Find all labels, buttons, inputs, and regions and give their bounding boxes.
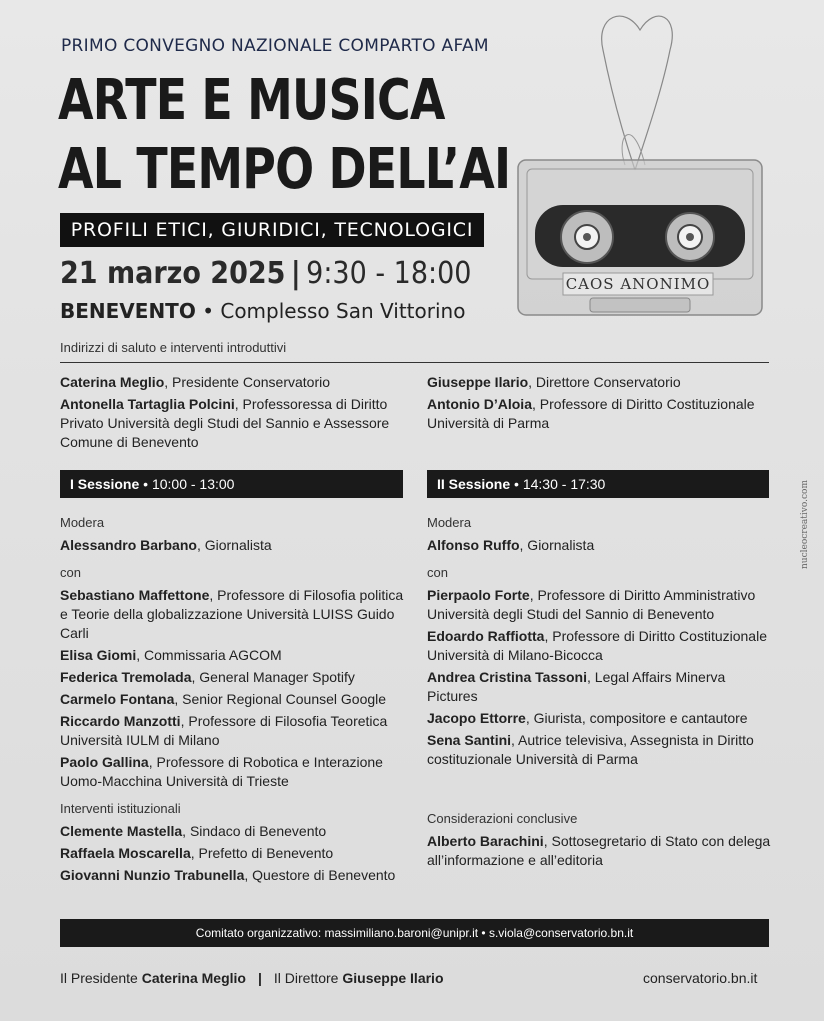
speaker-name: Elisa Giomi xyxy=(60,647,137,663)
signatures xyxy=(60,970,444,986)
speaker-name: Giuseppe Ilario xyxy=(427,374,529,390)
speaker-entry xyxy=(60,866,410,885)
speaker-name: Alessandro Barbano xyxy=(60,537,197,553)
speaker-name: Raffaela Moscarella xyxy=(60,845,191,861)
speaker-name: Alberto Barachini xyxy=(427,833,544,849)
date-separator: | xyxy=(290,256,301,291)
speaker-name: Giovanni Nunzio Trabunella xyxy=(60,867,245,883)
speaker-entry xyxy=(427,373,767,392)
speaker-role: , Prefetto di Benevento xyxy=(190,845,334,861)
session1-title: I Sessione xyxy=(70,476,140,492)
speaker-name: Sebastiano Maffettone xyxy=(60,587,210,603)
speaker-entry xyxy=(427,586,772,624)
speaker-name: Federica Tremolada xyxy=(60,669,192,685)
event-title-line2: AL TEMPO DELL’AI xyxy=(58,137,511,202)
cassette-tape-icon xyxy=(515,5,765,325)
session2-title: II Sessione xyxy=(437,476,511,492)
speaker-role: , Questore di Benevento xyxy=(244,867,396,883)
moderator-label: Modera xyxy=(427,515,472,530)
intro-speakers-left xyxy=(60,373,410,455)
side-credit: nucleocreativo.com xyxy=(800,480,810,569)
speaker-name: Carmelo Fontana xyxy=(60,691,175,707)
organizing-committee-bar: Comitato organizzativo: massimiliano.baroni@unipr.it • s.viola@conservatorio.bn.it xyxy=(60,919,769,947)
session1-header xyxy=(60,470,403,498)
speaker-role: , Professore di Filosofia politica e Teorie della globalizzazione Università LUISS Guido Carli xyxy=(60,587,404,641)
event-date: 21 marzo 2025 xyxy=(60,256,286,291)
speaker-entry xyxy=(60,822,410,841)
speaker-entry xyxy=(60,586,410,643)
speaker-role: , Professore di Diritto Amministrativo Università degli Studi del Sannio di Benevento xyxy=(427,587,756,622)
with-label: con xyxy=(60,565,81,580)
event-city: BENEVENTO xyxy=(60,299,196,323)
speaker-role: , Professoressa di Diritto Privato Università degli Studi del Sannio e Assessore Comune di Benevento xyxy=(60,396,390,450)
speaker-role: , Commissaria AGCOM xyxy=(136,647,282,663)
speaker-name: Edoardo Raffiotta xyxy=(427,628,545,644)
speaker-entry xyxy=(60,712,410,750)
event-venue: • Complesso San Vittorino xyxy=(195,299,466,323)
speaker-entry xyxy=(427,832,772,870)
closing-label: Considerazioni conclusive xyxy=(427,811,578,826)
speaker-role: , Professore di Robotica e Interazione Uomo-Macchina Università di Trieste xyxy=(60,754,383,789)
event-subtitle-banner: PROFILI ETICI, GIURIDICI, TECNOLOGICI xyxy=(60,213,484,247)
speaker-entry xyxy=(60,844,410,863)
speaker-role: , Legal Affairs Minerva Pictures xyxy=(427,669,726,704)
session1-time: • 10:00 - 13:00 xyxy=(139,476,235,492)
speaker-entry xyxy=(60,668,410,687)
moderator-entry xyxy=(60,536,410,555)
signature-divider: | xyxy=(257,970,262,986)
section-divider xyxy=(60,362,769,363)
speaker-entry xyxy=(427,627,772,665)
cassette-label: CAOS ANONIMO xyxy=(565,275,711,293)
speaker-entry xyxy=(60,690,410,709)
speaker-name: Alfonso Ruffo xyxy=(427,537,520,553)
speaker-role: , Professore di Diritto Costituzionale Università di Parma xyxy=(427,396,755,431)
president-prefix: Il Presidente xyxy=(60,970,142,986)
speaker-entry xyxy=(60,753,410,791)
speaker-name: Caterina Meglio xyxy=(60,374,165,390)
director-prefix: Il Direttore xyxy=(273,970,343,986)
speaker-role: , Professore di Filosofia Teoretica Università IULM di Milano xyxy=(60,713,388,748)
speaker-role: , Sindaco di Benevento xyxy=(182,823,327,839)
president-name: Caterina Meglio xyxy=(141,970,246,986)
speaker-name: Pierpaolo Forte xyxy=(427,587,530,603)
institutional-label: Interventi istituzionali xyxy=(60,801,181,816)
intro-speakers-right xyxy=(427,373,767,436)
event-title-line1: ARTE E MUSICA xyxy=(58,68,445,133)
speaker-entry xyxy=(427,709,772,728)
event-date-time xyxy=(60,256,471,291)
speaker-name: Jacopo Ettorre xyxy=(427,710,526,726)
speaker-role: , Professore di Diritto Costituzionale Università di Milano-Bicocca xyxy=(427,628,767,663)
speaker-entry xyxy=(60,646,410,665)
speaker-entry xyxy=(427,395,767,433)
intro-section-label: Indirizzi di saluto e interventi introduttivi xyxy=(60,340,287,355)
speaker-name: Clemente Mastella xyxy=(60,823,183,839)
with-label: con xyxy=(427,565,448,580)
speaker-role: , Autrice televisiva, Assegnista in Diritto costituzionale Università di Parma xyxy=(427,732,754,767)
speaker-role: , Giornalista xyxy=(196,537,272,553)
session2-program xyxy=(427,505,772,873)
director-name: Giuseppe Ilario xyxy=(342,970,444,986)
speaker-role: , General Manager Spotify xyxy=(191,669,355,685)
side-credit-wrap xyxy=(800,480,814,580)
speaker-role: , Senior Regional Counsel Google xyxy=(174,691,387,707)
moderator-label: Modera xyxy=(60,515,105,530)
speaker-name: Andrea Cristina Tassoni xyxy=(427,669,588,685)
website-link[interactable]: conservatorio.bn.it xyxy=(643,970,758,986)
speaker-role: , Direttore Conservatorio xyxy=(528,374,681,390)
speaker-entry xyxy=(60,395,410,452)
speaker-name: Paolo Gallina xyxy=(60,754,149,770)
speaker-name: Antonella Tartaglia Polcini xyxy=(60,396,235,412)
speaker-role: , Giurista, compositore e cantautore xyxy=(525,710,748,726)
speaker-name: Sena Santini xyxy=(427,732,512,748)
speaker-name: Riccardo Manzotti xyxy=(60,713,181,729)
speaker-entry xyxy=(427,668,772,706)
speaker-role: , Giornalista xyxy=(519,537,595,553)
session1-program xyxy=(60,505,410,888)
event-location xyxy=(60,299,465,323)
speaker-name: Antonio D’Aloia xyxy=(427,396,532,412)
session2-time: • 14:30 - 17:30 xyxy=(510,476,606,492)
speaker-role: , Presidente Conservatorio xyxy=(164,374,331,390)
session2-header xyxy=(427,470,769,498)
event-time: 9:30 - 18:00 xyxy=(306,256,472,291)
speaker-entry xyxy=(60,373,410,392)
event-kicker: PRIMO CONVEGNO NAZIONALE COMPARTO AFAM xyxy=(61,36,489,56)
speaker-role: , Sottosegretario di Stato con delega all’informazione e all’editoria xyxy=(427,833,771,868)
moderator-entry xyxy=(427,536,772,555)
speaker-entry xyxy=(427,731,772,769)
